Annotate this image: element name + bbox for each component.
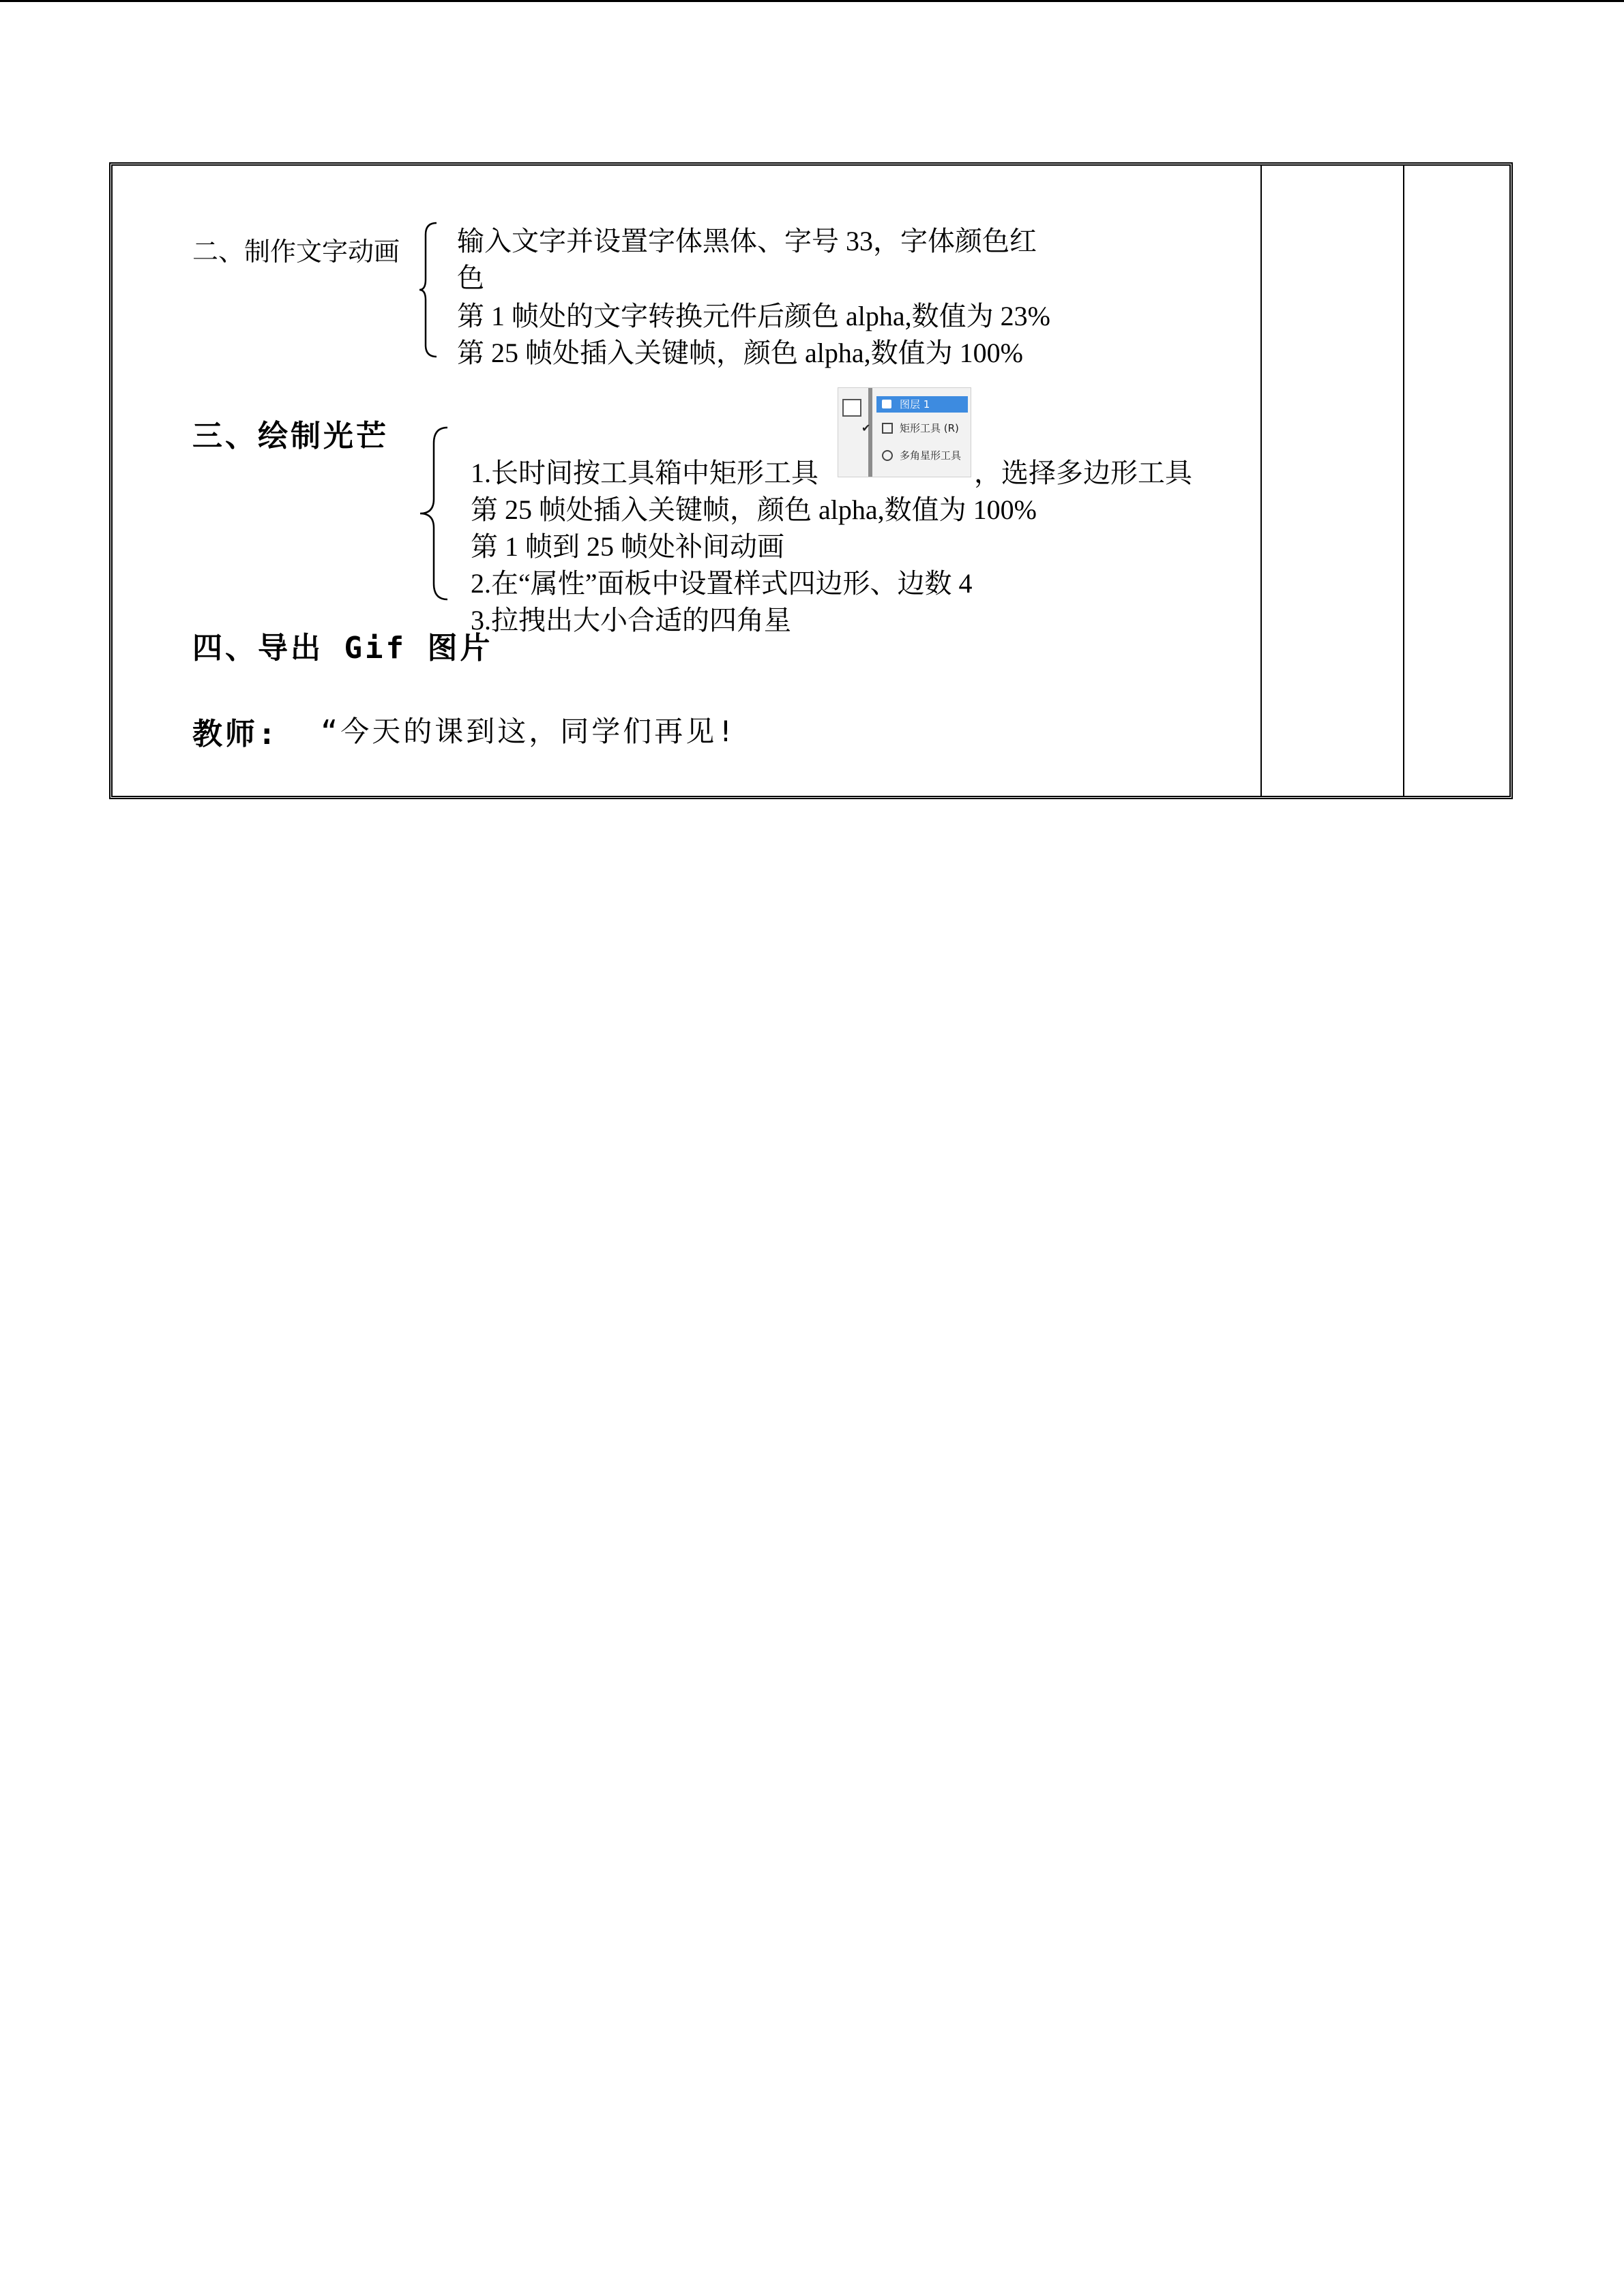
menu-item-label: 矩形工具 (R) [900, 422, 959, 434]
menu-item-rectangle-tool [861, 419, 959, 437]
section3-line: 第 1 帧到 25 帧处补间动画 [471, 531, 784, 562]
section2-line: 第 1 帧处的文字转换元件后颜色 alpha,数值为 23% [457, 301, 1050, 331]
section3-line: 第 25 帧处插入关键帧，颜色 alpha,数值为 100% [471, 494, 1037, 525]
checkmark-icon: ✔ [861, 421, 871, 434]
rectangle-icon [882, 423, 893, 434]
page-top-border [0, 0, 1624, 2]
layer-item [876, 396, 968, 413]
column-divider [1260, 166, 1262, 796]
section2-line: 色 [457, 263, 484, 293]
section3-line: 3.拉拽出大小合适的四角星 [471, 605, 791, 636]
layer-icon [882, 400, 891, 408]
section3-line: 2.在“属性”面板中设置样式四边形、边数 4 [471, 568, 973, 599]
section2-line: 第 25 帧处插入关键帧，颜色 alpha,数值为 100% [457, 338, 1023, 368]
section3-title: 三、绘制光芒 [192, 419, 389, 453]
rectangle-tool-icon [842, 399, 861, 417]
closing-quote: “今天的课到这，同学们再见! [321, 715, 737, 748]
polygon-icon [882, 450, 893, 461]
menu-item-polystar-tool [876, 447, 961, 464]
layer-label: 图层 1 [900, 398, 930, 411]
column-divider [1403, 166, 1404, 796]
section2-line: 输入文字并设置字体黑体、字号 33，字体颜色红 [457, 226, 1037, 256]
section3-line: ，选择多边形工具 [974, 458, 1192, 488]
section3-line: 1.长时间按工具箱中矩形工具 [471, 458, 818, 488]
closing-speaker: 教师: [192, 717, 279, 751]
rectangle-tool-menu-screenshot [838, 387, 971, 477]
section2-brace [417, 221, 439, 359]
menu-item-label: 多角星形工具 [900, 449, 962, 462]
section2-title: 二、制作文字动画 [192, 237, 400, 267]
section4-title: 四、导出 Gif 图片 [192, 631, 493, 666]
section3-brace [417, 426, 450, 601]
